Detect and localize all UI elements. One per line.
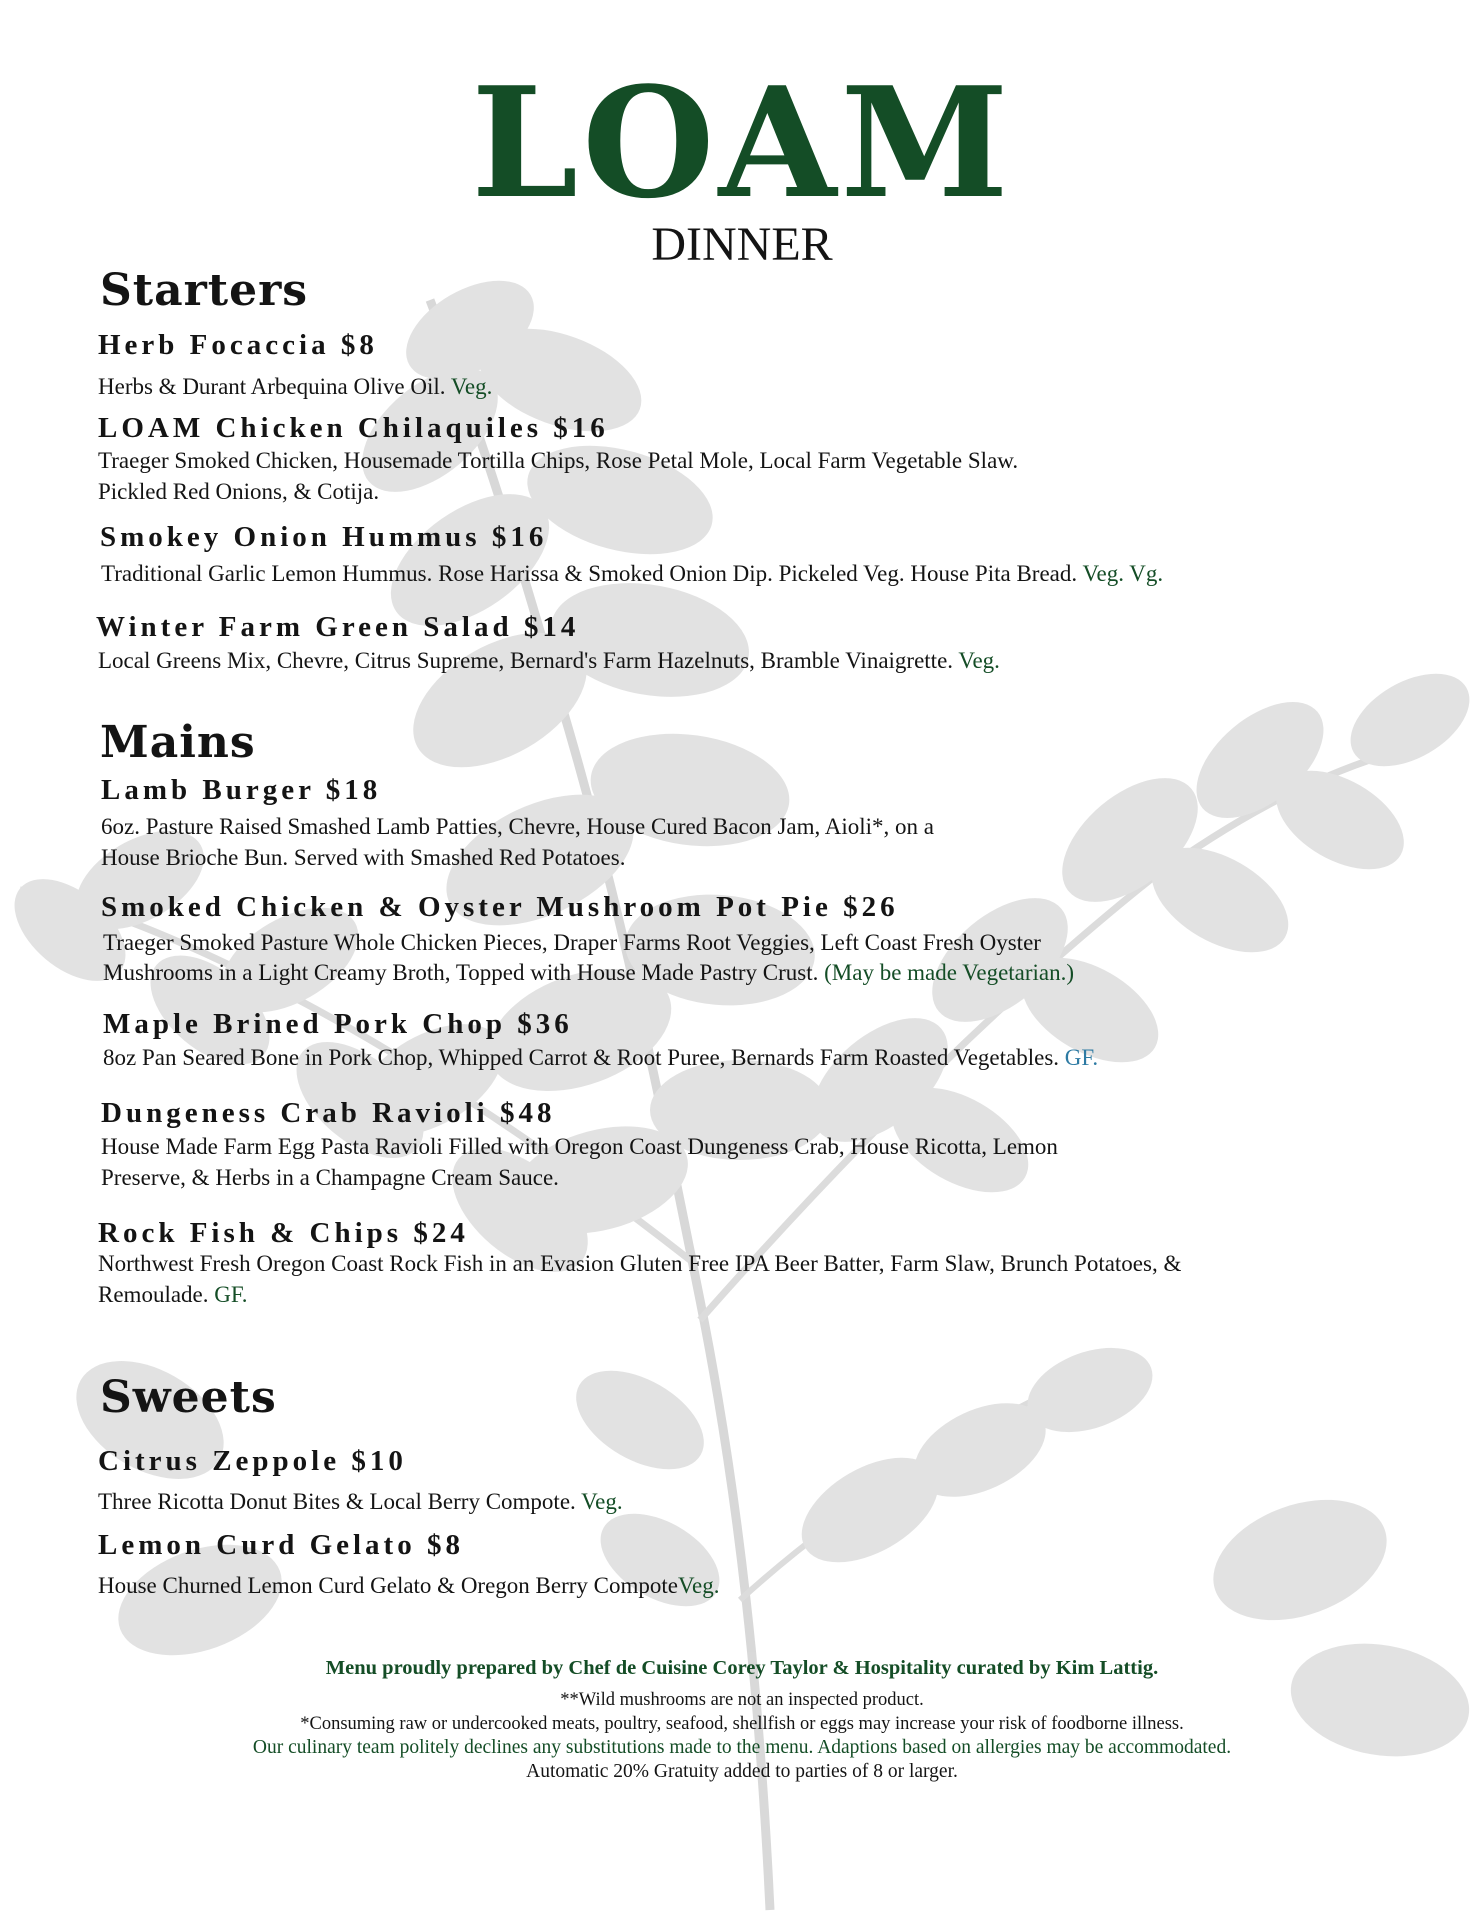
section-title-mains: Mains (100, 717, 256, 768)
item-desc-lemon-curd-gelato (98, 1571, 1428, 1601)
item-desc-lamb-burger-line2: House Brioche Bun. Served with Smashed Red Potatoes. (101, 845, 626, 870)
loam-logo: LOAM (471, 53, 1013, 232)
item-name-lamb-burger: Lamb Burger $18 (101, 774, 382, 806)
dietary-tag: Veg. Vg. (1082, 561, 1164, 586)
desc-text: Herbs & Durant Arbequina Olive Oil. (98, 374, 446, 399)
item-name-citrus-zeppole: Citrus Zeppole $10 (98, 1445, 407, 1477)
item-name-winter-farm-green-salad: Winter Farm Green Salad $14 (96, 611, 580, 643)
item-name-smokey-onion-hummus: Smokey Onion Hummus $16 (100, 521, 548, 553)
item-desc-crab-ravioli-line2: Preserve, & Herbs in a Champagne Cream Sauce. (101, 1165, 559, 1190)
item-desc-pork-chop (103, 1043, 1433, 1073)
dietary-tag: (May be made Vegetarian.) (824, 960, 1075, 985)
desc-text: Remoulade. (98, 1282, 209, 1307)
item-desc-chicken-pot-pie-line1: Traeger Smoked Pasture Whole Chicken Pieces, Draper Farms Root Veggies, Left Coast Fresh Oyster (103, 930, 1041, 955)
item-desc-winter-farm-green-salad (98, 646, 1428, 676)
item-name-herb-focaccia: Herb Focaccia $8 (98, 329, 378, 361)
item-desc-chicken-chilaquiles-line2: Pickled Red Onions, & Cotija. (98, 479, 380, 504)
item-desc-herb-focaccia (98, 372, 1428, 402)
section-title-sweets: Sweets (100, 1372, 277, 1423)
dietary-tag: Veg. (581, 1489, 623, 1514)
item-name-chicken-chilaquiles: LOAM Chicken Chilaquiles $16 (98, 412, 609, 444)
dietary-tag: Veg. (450, 374, 493, 399)
item-name-lemon-curd-gelato: Lemon Curd Gelato $8 (98, 1529, 464, 1561)
section-title-starters: Starters (100, 265, 309, 316)
dietary-tag: Veg. (958, 648, 1000, 673)
item-desc-lamb-burger-line1: 6oz. Pasture Raised Smashed Lamb Patties, Chevre, House Cured Bacon Jam, Aioli*, on a (101, 814, 934, 839)
footer-raw-food-warning: *Consuming raw or undercooked meats, poultry, seafood, shellfish or eggs may increase your risk of foodborne illness. (300, 1714, 1184, 1734)
menu-subtitle: DINNER (651, 218, 833, 271)
item-desc-chicken-pot-pie-line2 (103, 958, 1433, 988)
desc-text: 8oz Pan Seared Bone in Pork Chop, Whipped Carrot & Root Puree, Bernards Farm Roasted Vegetables. (103, 1045, 1060, 1070)
item-name-chicken-pot-pie: Smoked Chicken & Oyster Mushroom Pot Pie $26 (101, 891, 899, 923)
desc-text: Three Ricotta Donut Bites & Local Berry Compote. (98, 1489, 576, 1514)
footer-credits: Menu proudly prepared by Chef de Cuisine Corey Taylor & Hospitality curated by Kim Lattig. (325, 1657, 1159, 1679)
desc-text: Traditional Garlic Lemon Hummus. Rose Harissa & Smoked Onion Dip. Pickeled Veg. House Pita Bread. (101, 561, 1078, 586)
dietary-tag: GF. (1064, 1045, 1099, 1070)
desc-text: House Churned Lemon Curd Gelato & Oregon Berry Compote (98, 1573, 678, 1598)
dietary-tag: GF. (214, 1282, 248, 1307)
item-desc-citrus-zeppole (98, 1487, 1428, 1517)
dietary-tag: Veg. (678, 1573, 720, 1598)
footer-mushroom-notice: **Wild mushrooms are not an inspected product. (560, 1690, 924, 1710)
item-desc-smokey-onion-hummus (101, 559, 1431, 589)
item-name-rock-fish-chips: Rock Fish & Chips $24 (98, 1217, 469, 1249)
item-name-pork-chop: Maple Brined Pork Chop $36 (103, 1008, 573, 1040)
item-desc-rock-fish-chips-line1: Northwest Fresh Oregon Coast Rock Fish in an Evasion Gluten Free IPA Beer Batter, Farm Slaw, Brunch Potatoes, & (98, 1251, 1182, 1276)
footer-gratuity-notice: Automatic 20% Gratuity added to parties of 8 or larger. (526, 1761, 958, 1782)
desc-text: Mushrooms in a Light Creamy Broth, Topped with House Made Pastry Crust. (103, 960, 819, 985)
item-name-crab-ravioli: Dungeness Crab Ravioli $48 (101, 1097, 556, 1129)
footer-substitution-policy: Our culinary team politely declines any substitutions made to the menu. Adaptions based on allergies may be accommodated. (252, 1737, 1232, 1758)
item-desc-rock-fish-chips-line2 (98, 1280, 1428, 1310)
desc-text: Local Greens Mix, Chevre, Citrus Supreme, Bernard's Farm Hazelnuts, Bramble Vinaigrette. (98, 648, 954, 673)
item-desc-crab-ravioli-line1: House Made Farm Egg Pasta Ravioli Filled with Oregon Coast Dungeness Crab, House Ricotta, Lemon (101, 1134, 1058, 1159)
item-desc-chicken-chilaquiles-line1: Traeger Smoked Chicken, Housemade Tortilla Chips, Rose Petal Mole, Local Farm Vegetable Slaw. (98, 448, 1019, 473)
